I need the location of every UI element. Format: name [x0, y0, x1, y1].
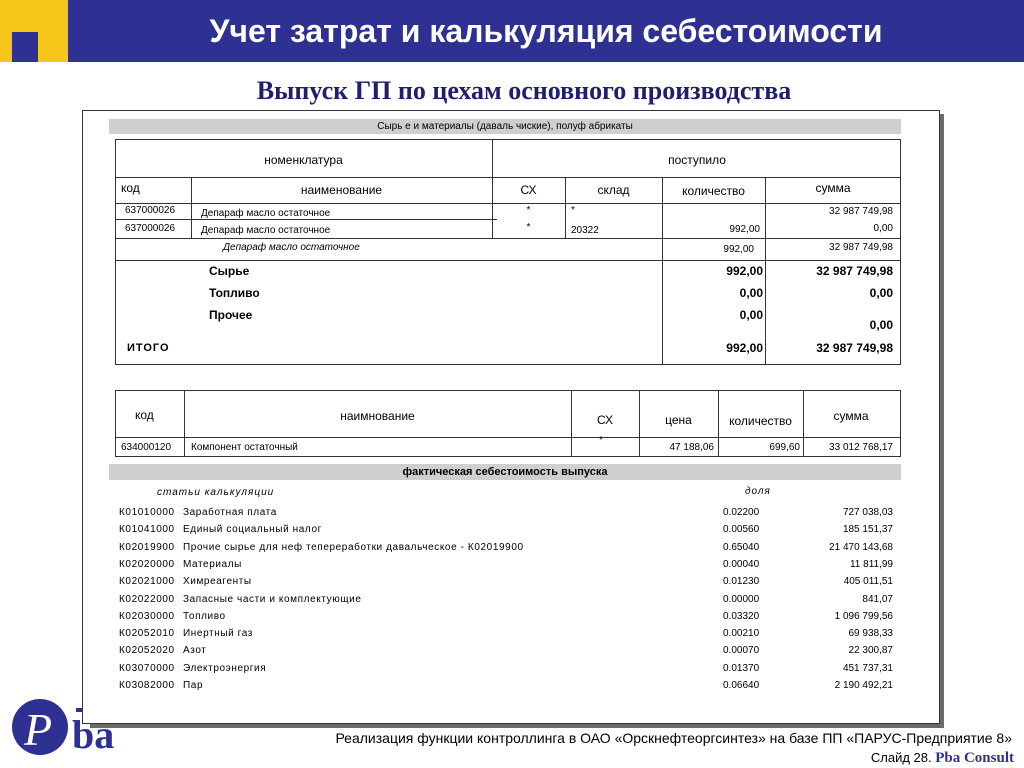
cell-sx: *	[526, 205, 531, 216]
cell-sum: 185 151,37	[842, 524, 893, 536]
cell-code: К02021000	[119, 576, 175, 588]
cell-share: 0.65040	[723, 541, 760, 553]
cell-name: Депараф масло остаточное	[201, 208, 331, 219]
cell-share: 0.02200	[723, 507, 760, 518]
cell-code: К01010000	[119, 507, 175, 518]
total-label: ИТОГО	[127, 342, 170, 354]
subtotal-name: Депараф масло остаточное	[223, 242, 360, 253]
cell-code: К02052020	[119, 645, 175, 657]
section-band-cost	[109, 464, 901, 480]
cell-share: 0.01230	[723, 576, 760, 588]
header-share: доля	[745, 486, 771, 497]
grid-line	[115, 238, 901, 239]
header-nomenclature: номенклатура	[264, 153, 343, 167]
cell-code: 637000026	[125, 223, 176, 234]
summary-sum: 32 987 749,98	[816, 264, 893, 278]
total-qty: 992,00	[726, 341, 763, 355]
header-name: наимнование	[340, 409, 415, 423]
summary-label: Топливо	[209, 286, 260, 300]
header-items: статьи калькуляции	[157, 487, 275, 498]
footer-slide	[871, 750, 1014, 767]
cell-share: 0.06640	[723, 680, 760, 691]
cell-code: 637000026	[125, 205, 176, 216]
pba-logo	[10, 696, 140, 758]
cell-sum: 841,07	[862, 593, 893, 605]
grid-line	[184, 390, 185, 457]
cell-share: 0.01370	[723, 662, 760, 674]
cell-sum: 1 096 799,56	[834, 610, 893, 622]
grid-line	[115, 219, 497, 220]
header-received: поступило	[668, 153, 726, 167]
subtotal-qty: 992,00	[723, 244, 754, 255]
svg-text:P: P	[24, 704, 53, 755]
report-document	[82, 110, 940, 724]
accent-square-inner	[12, 32, 38, 62]
grid-line	[115, 177, 901, 178]
cell-share: 0.00000	[723, 593, 760, 605]
cell-code: К02052010	[119, 628, 175, 640]
title-bar	[0, 0, 1024, 62]
cell-sum: 32 987 749,98	[829, 206, 893, 217]
cell-code: 634000120	[121, 442, 172, 453]
cell-sum: 11 811,99	[849, 558, 893, 570]
subtotal-sum: 32 987 749,98	[829, 242, 893, 253]
cell-sx: *	[526, 222, 531, 233]
header-qty: количество	[729, 414, 792, 428]
cell-code: К02022000	[119, 593, 175, 605]
header-name: наименование	[300, 183, 383, 197]
cell-name: Компонент остаточный	[191, 442, 298, 453]
cell-sx: *	[599, 435, 603, 446]
cell-sum: 451 737,31	[842, 662, 893, 674]
summary-label: Сырье	[209, 264, 250, 278]
header-store: склад	[597, 183, 630, 197]
section-band-label: фактическая себестоимость выпуска	[402, 466, 608, 478]
cell-share: 0.00210	[723, 628, 760, 640]
header-code: код	[135, 408, 154, 422]
cell-name: Единый социальный налог	[183, 524, 322, 536]
cell-code: К03082000	[119, 680, 175, 691]
cell-price: 47 188,06	[669, 442, 714, 453]
section-band-label: Сырь е и материалы (даваль чиские), полуф абрикаты	[377, 121, 633, 132]
cell-name: Химреагенты	[183, 576, 252, 588]
header-qty: количество	[682, 184, 745, 198]
header-sx: СХ	[597, 413, 613, 427]
cell-sum: 2 190 492,21	[834, 680, 893, 691]
section-band-materials	[109, 119, 901, 134]
summary-qty: 0,00	[739, 308, 763, 322]
cell-qty: 992,00	[729, 224, 760, 235]
cell-share: 0.00070	[723, 645, 760, 657]
cell-store: 20322	[571, 225, 599, 236]
cell-sum: 22 300,87	[848, 645, 893, 657]
header-price: цена	[665, 413, 692, 427]
cell-sum: 69 938,33	[848, 628, 893, 640]
cell-name: Заработная плата	[183, 507, 277, 518]
cell-name: Пар	[183, 680, 204, 691]
cell-name: Азот	[183, 645, 207, 657]
cell-name: Депараф масло остаточное	[201, 225, 331, 236]
grid-line	[115, 260, 901, 261]
cell-name: Топливо	[183, 610, 226, 622]
cell-name: Инертный газ	[183, 628, 253, 640]
cell-sum: 0,00	[873, 223, 893, 234]
grid-line	[115, 203, 901, 204]
brand-name: Pba Consult	[935, 750, 1014, 766]
cell-sum: 727 038,03	[842, 507, 893, 518]
cell-code: К01041000	[119, 524, 175, 536]
cell-sum: 21 470 143,68	[829, 541, 893, 553]
summary-sum: 0,00	[869, 286, 893, 300]
cell-qty: 699,60	[769, 442, 800, 453]
header-sum: сумма	[833, 409, 869, 423]
cell-name: Электроэнергия	[183, 662, 267, 674]
summary-qty: 992,00	[726, 264, 763, 278]
summary-sum: 0,00	[869, 318, 893, 332]
svg-text:ba: ba	[72, 712, 115, 757]
cell-name: Прочие сырье для неф тепереработки давальческое - К02019900	[183, 541, 524, 553]
cell-name: Запасные части и комплектующие	[183, 593, 362, 605]
cell-code: К02019900	[119, 541, 175, 553]
header-code: код	[121, 181, 140, 195]
total-sum: 32 987 749,98	[816, 341, 893, 355]
grid-line	[115, 437, 901, 438]
cell-name: Материалы	[183, 558, 242, 570]
slide-title: Учет затрат и калькуляция себестоимости	[209, 13, 883, 49]
cell-sum: 405 011,51	[843, 576, 893, 588]
cell-code: К03070000	[119, 662, 175, 674]
cell-sum: 33 012 768,17	[829, 442, 893, 453]
slide-number: Слайд 28.	[870, 750, 932, 765]
cell-code: К02020000	[119, 558, 175, 570]
header-sx: СХ	[520, 183, 537, 197]
cell-store: *	[571, 205, 575, 216]
cell-share: 0.00560	[723, 524, 760, 536]
summary-label: Прочее	[209, 308, 253, 322]
cell-share: 0.00040	[723, 558, 760, 570]
footer-text: Реализация функции контроллинга в ОАО «Орскнефтеоргсинтез» на базе ПП «ПАРУС-Предприятие 8»	[335, 730, 1012, 746]
header-sum: сумма	[815, 181, 851, 195]
cell-share: 0.03320	[723, 610, 760, 622]
cell-code: К02030000	[119, 610, 175, 622]
slide-subtitle: Выпуск ГП по цехам основного производства	[256, 76, 792, 105]
summary-qty: 0,00	[739, 286, 763, 300]
